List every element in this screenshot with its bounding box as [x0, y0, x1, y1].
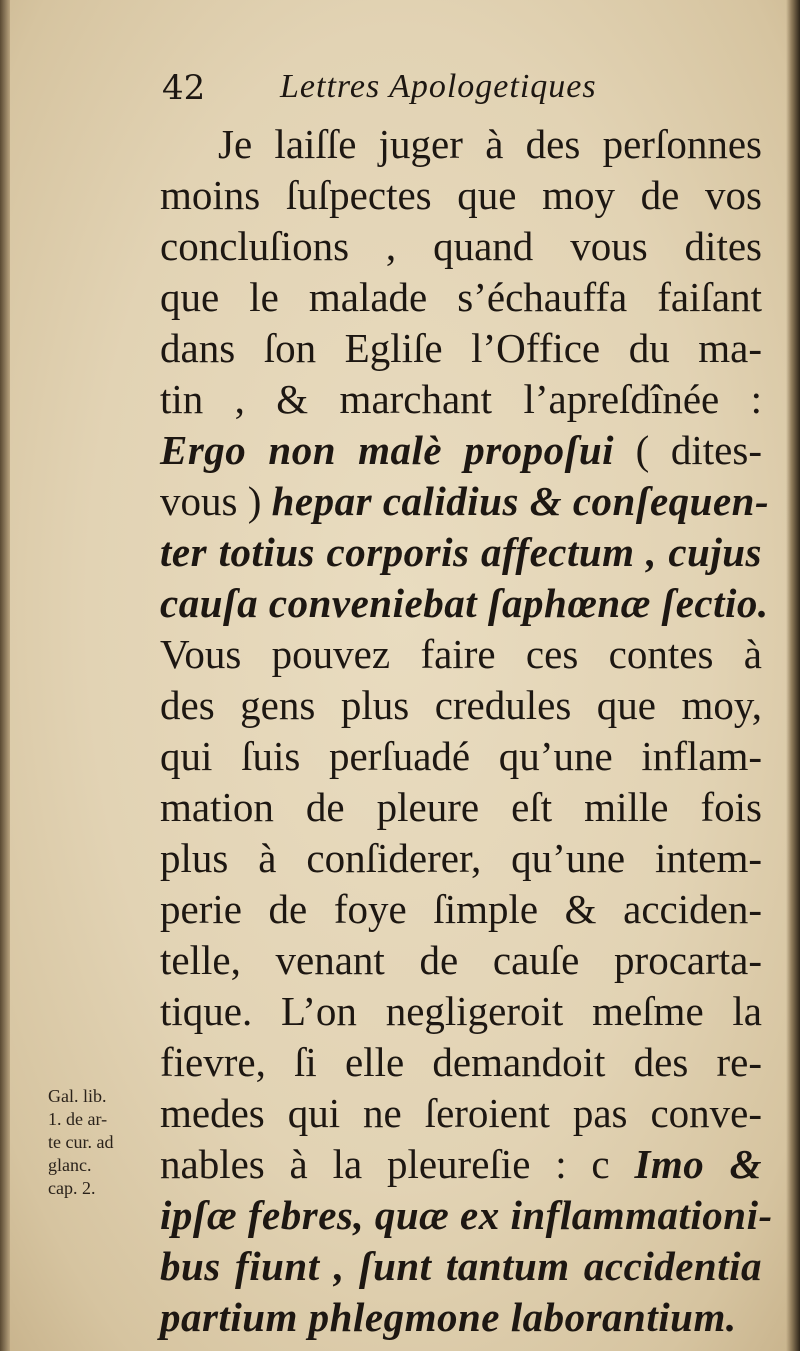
text-line	[160, 425, 762, 476]
text-line: perie de foye ſimple & acciden-	[160, 886, 762, 932]
text-line: dans ſon Egliſe l’Office du ma-	[160, 325, 762, 371]
page-header	[162, 68, 762, 118]
text-line: mation de pleure eſt mille fois	[160, 784, 762, 830]
text-line: ipſæ febres, quæ ex inflammationi-	[160, 1192, 773, 1238]
text-line: ter totius corporis affectum , cujus	[160, 529, 762, 575]
text-line: tin , & marchant l’apreſdînée :	[160, 376, 762, 422]
margin-note	[48, 1085, 158, 1200]
text-line: des gens plus credules que moy,	[160, 682, 762, 728]
margin-note-line: 1. de ar-	[48, 1109, 108, 1129]
text-line: Vous pouvez faire ces contes à	[160, 631, 762, 677]
text-line: Je laiſſe juger à des perſonnes	[218, 121, 762, 167]
text-segment: Ergo non malè propoſui	[160, 427, 615, 473]
text-line: medes qui ne ſeroient pas conve-	[160, 1090, 762, 1136]
text-line: qui ſuis perſuadé qu’une inflam-	[160, 733, 762, 779]
running-title: Lettres Apologetiques	[280, 68, 597, 105]
text-line: tique. L’on negligeroit meſme la	[160, 988, 762, 1034]
text-line: fievre, ſi elle demandoit des re-	[160, 1039, 762, 1085]
page-left-edge	[0, 0, 10, 1351]
margin-note-line: cap. 2.	[48, 1178, 96, 1198]
text-line: que le malade s’échauffa faiſant	[160, 274, 762, 320]
page-right-edge	[786, 0, 800, 1351]
text-line: plus à conſiderer, qu’une intem-	[160, 835, 762, 881]
text-segment: hepar calidius & conſequen-	[271, 478, 770, 524]
text-line: cauſa conveniebat ſaphœnæ ſectio.	[160, 580, 769, 626]
text-segment: vous )	[160, 478, 272, 524]
margin-note-line: glanc.	[48, 1155, 92, 1175]
text-segment: nables à la pleureſie :	[160, 1141, 592, 1187]
page-number: 42	[162, 68, 206, 108]
text-line: bus fiunt , ſunt tantum accidentia	[160, 1243, 762, 1289]
text-line: telle, venant de cauſe procarta-	[160, 937, 762, 983]
text-line: concluſions , quand vous dites	[160, 223, 762, 269]
text-line: partium phlegmone laborantium.	[160, 1294, 737, 1340]
margin-note-line: Gal. lib.	[48, 1086, 107, 1106]
margin-note-line: te cur. ad	[48, 1132, 114, 1152]
text-line: moins ſuſpectes que moy de vos	[160, 172, 762, 218]
text-segment: Imo &	[634, 1141, 762, 1187]
text-line	[160, 1139, 762, 1190]
text-line	[160, 476, 770, 527]
body-text	[160, 119, 773, 1343]
text-segment: ( dites-	[614, 427, 762, 473]
text-segment: c	[591, 1141, 635, 1187]
